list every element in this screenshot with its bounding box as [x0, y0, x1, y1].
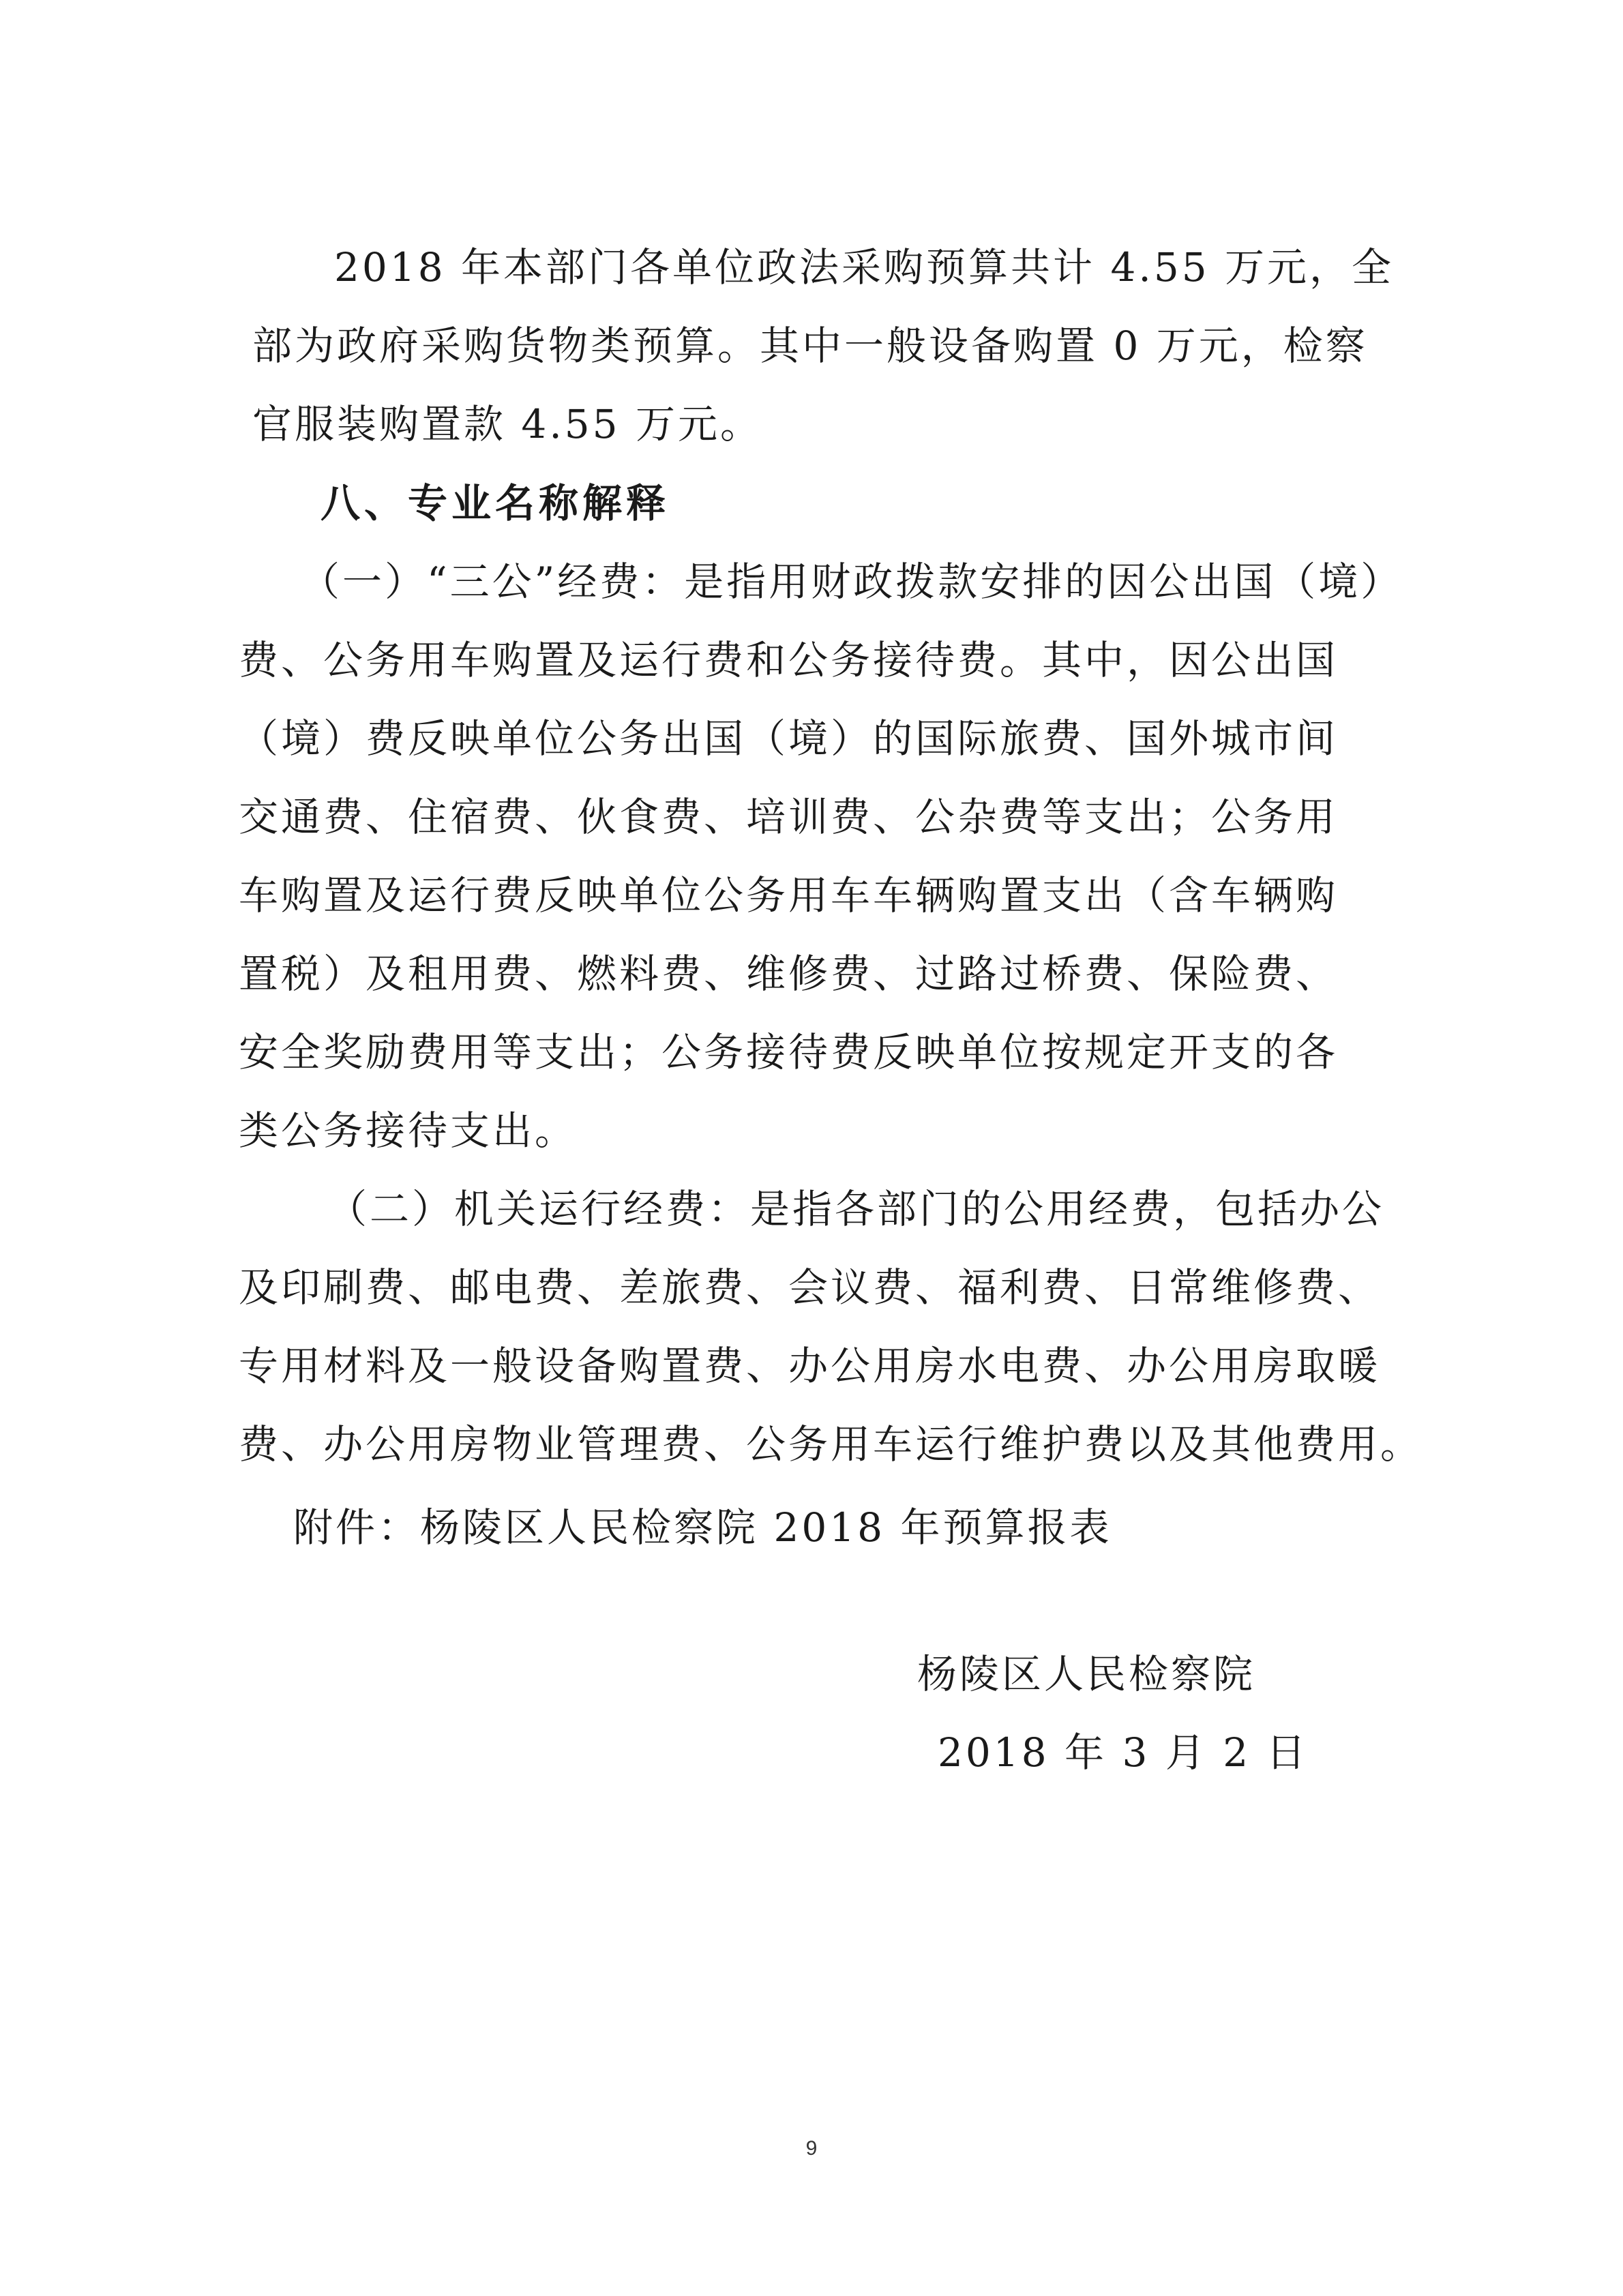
operating-cost-line: 费、办公用房物业管理费、公务用车运行维护费以及其他费用。: [239, 1421, 1423, 1467]
signature-organization: 杨陵区人民检察院: [917, 1651, 1256, 1697]
three-public-line: 费、公务用车购置及运行费和公务接待费。其中，因公出国: [239, 637, 1339, 683]
attachment-line: 附件：杨陵区人民检察院 2018 年预算报表: [293, 1504, 1112, 1551]
section-heading: 八、专业名称解释: [321, 480, 670, 526]
three-public-line: 安全奖励费用等支出；公务接待费反映单位按规定开支的各: [239, 1029, 1339, 1075]
three-public-line: （一）“三公”经费：是指用财政拨款安排的因公出国（境）: [300, 558, 1403, 605]
three-public-line: 类公务接待支出。: [239, 1107, 578, 1154]
three-public-line: 置税）及租用费、燃料费、维修费、过路过桥费、保险费、: [239, 951, 1339, 997]
three-public-line: 车购置及运行费反映单位公务用车车辆购置支出（含车辆购: [239, 872, 1339, 919]
operating-cost-line: 专用材料及一般设备购置费、办公用房水电费、办公用房取暖: [239, 1343, 1381, 1389]
procurement-line: 2018 年本部门各单位政法采购预算共计 4.55 万元，全: [334, 244, 1395, 290]
operating-cost-line: 及印刷费、邮电费、差旅费、会议费、福利费、日常维修费、: [239, 1264, 1381, 1311]
procurement-line: 官服装购置款 4.55 万元。: [252, 401, 763, 447]
procurement-line: 部为政府采购货物类预算。其中一般设备购置 0 万元，检察: [252, 323, 1368, 369]
three-public-line: （境）费反映单位公务出国（境）的国际旅费、国外城市间: [239, 715, 1339, 762]
signature-date: 2018 年 3 月 2 日: [938, 1729, 1309, 1776]
page-number: 9: [805, 2137, 818, 2160]
operating-cost-line: （二）机关运行经费：是指各部门的公用经费，包括办公: [327, 1186, 1385, 1232]
three-public-line: 交通费、住宿费、伙食费、培训费、公杂费等支出；公务用: [239, 794, 1339, 840]
